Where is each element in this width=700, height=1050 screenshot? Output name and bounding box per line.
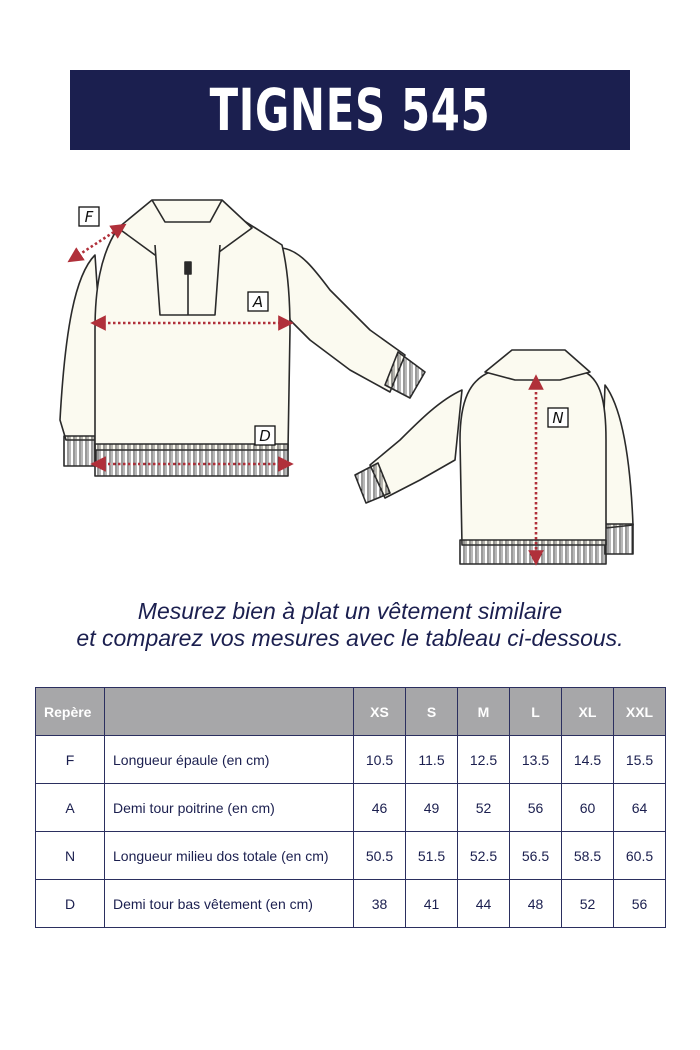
zipper-pull: [185, 262, 191, 274]
row-value: 11.5: [406, 736, 458, 784]
row-value: 15.5: [614, 736, 666, 784]
row-value: 50.5: [354, 832, 406, 880]
row-description: Demi tour bas vêtement (en cm): [105, 880, 354, 928]
front-right-sleeve: [282, 248, 405, 392]
row-marker: N: [36, 832, 105, 880]
marker-label-d: D: [259, 427, 271, 445]
header-size: XS: [354, 688, 406, 736]
table-header-row: [36, 688, 666, 736]
measurement-instructions: [0, 598, 700, 652]
row-value: 49: [406, 784, 458, 832]
header-size: XXL: [614, 688, 666, 736]
row-value: 58.5: [562, 832, 614, 880]
table-row: [36, 832, 666, 880]
marker-label-f: F: [84, 208, 94, 226]
header-size: M: [458, 688, 510, 736]
row-value: 10.5: [354, 736, 406, 784]
instructions-line-2: et comparez vos mesures avec le tableau ci-dessous.: [76, 625, 624, 651]
row-value: 52: [562, 880, 614, 928]
header-size: XL: [562, 688, 614, 736]
row-value: 48: [510, 880, 562, 928]
row-value: 52: [458, 784, 510, 832]
row-value: 38: [354, 880, 406, 928]
back-body: [460, 372, 606, 545]
table-row: [36, 736, 666, 784]
row-description: Longueur milieu dos totale (en cm): [105, 832, 354, 880]
table-row: [36, 784, 666, 832]
row-value: 52.5: [458, 832, 510, 880]
row-value: 60: [562, 784, 614, 832]
marker-label-n: N: [552, 409, 564, 427]
row-value: 56: [614, 880, 666, 928]
back-collar: [485, 350, 590, 380]
row-value: 44: [458, 880, 510, 928]
front-left-sleeve: [60, 255, 100, 440]
front-hem: [95, 444, 288, 476]
row-value: 51.5: [406, 832, 458, 880]
row-marker: D: [36, 880, 105, 928]
instructions-line-1: Mesurez bien à plat un vêtement similaire: [137, 598, 563, 624]
header-marker: Repère: [36, 688, 105, 736]
row-value: 46: [354, 784, 406, 832]
row-description: Longueur épaule (en cm): [105, 736, 354, 784]
row-value: 64: [614, 784, 666, 832]
front-view: [60, 200, 425, 476]
header-description: [105, 688, 354, 736]
row-value: 41: [406, 880, 458, 928]
back-right-cuff: [605, 524, 633, 554]
marker-label-a: A: [252, 293, 264, 311]
product-title: TIGNES 545: [209, 76, 491, 144]
header-size: S: [406, 688, 458, 736]
size-table: [35, 687, 666, 928]
front-left-cuff: [64, 436, 96, 466]
row-value: 13.5: [510, 736, 562, 784]
row-value: 14.5: [562, 736, 614, 784]
row-value: 56: [510, 784, 562, 832]
row-value: 60.5: [614, 832, 666, 880]
row-value: 12.5: [458, 736, 510, 784]
row-description: Demi tour poitrine (en cm): [105, 784, 354, 832]
table-row: [36, 880, 666, 928]
garment-illustration: [0, 180, 700, 580]
back-hem: [460, 540, 606, 564]
row-value: 56.5: [510, 832, 562, 880]
row-marker: F: [36, 736, 105, 784]
title-banner: [70, 70, 630, 150]
row-marker: A: [36, 784, 105, 832]
back-right-sleeve: [603, 385, 633, 528]
header-size: L: [510, 688, 562, 736]
